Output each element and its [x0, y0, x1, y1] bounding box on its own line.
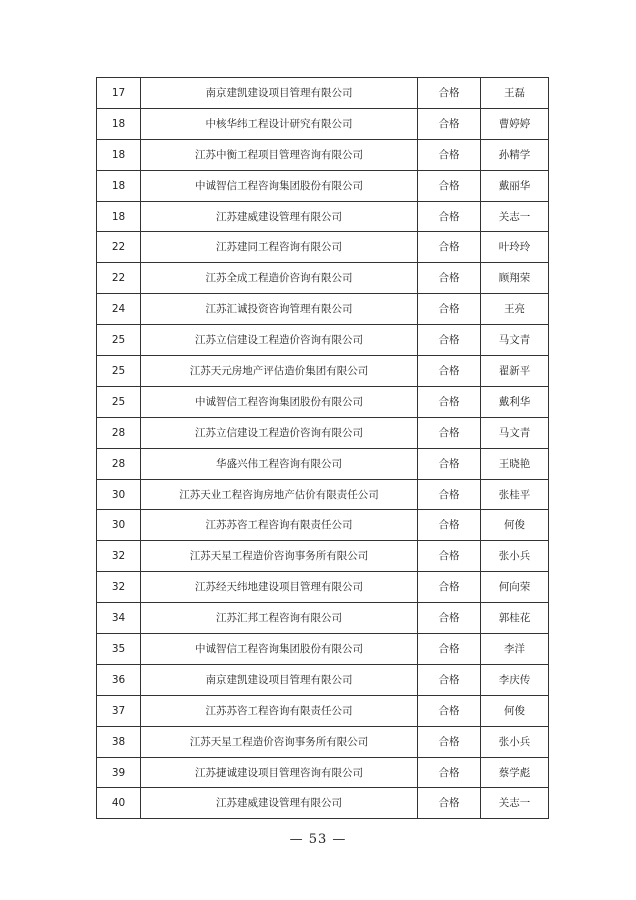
result-cell: 合格 — [418, 78, 481, 109]
rank-cell: 25 — [97, 356, 141, 387]
rank-cell: 25 — [97, 386, 141, 417]
result-cell: 合格 — [418, 232, 481, 263]
result-cell: 合格 — [418, 386, 481, 417]
table-row — [97, 726, 549, 757]
person-name-cell: 戴利华 — [481, 386, 549, 417]
person-name-cell: 王亮 — [481, 294, 549, 325]
company-name-cell: 江苏天星工程造价咨询事务所有限公司 — [141, 726, 418, 757]
company-name-cell: 华盛兴伟工程咨询有限公司 — [141, 448, 418, 479]
person-name-cell: 孙精学 — [481, 139, 549, 170]
result-cell: 合格 — [418, 788, 481, 819]
table-row — [97, 139, 549, 170]
rank-cell: 18 — [97, 201, 141, 232]
company-name-cell: 江苏建威建设管理有限公司 — [141, 201, 418, 232]
result-cell: 合格 — [418, 664, 481, 695]
person-name-cell: 顾翔荣 — [481, 263, 549, 294]
company-name-cell: 江苏立信建设工程造价咨询有限公司 — [141, 325, 418, 356]
table-row — [97, 479, 549, 510]
person-name-cell: 李庆传 — [481, 664, 549, 695]
person-name-cell: 张小兵 — [481, 541, 549, 572]
rank-cell: 34 — [97, 603, 141, 634]
person-name-cell: 王磊 — [481, 78, 549, 109]
person-name-cell: 王晓艳 — [481, 448, 549, 479]
company-name-cell: 江苏全成工程造价咨询有限公司 — [141, 263, 418, 294]
table-row — [97, 510, 549, 541]
company-name-cell: 江苏建威建设管理有限公司 — [141, 788, 418, 819]
result-cell: 合格 — [418, 108, 481, 139]
person-name-cell: 曹婷婷 — [481, 108, 549, 139]
table-row — [97, 108, 549, 139]
rank-cell: 32 — [97, 572, 141, 603]
result-cell: 合格 — [418, 726, 481, 757]
person-name-cell: 何俊 — [481, 510, 549, 541]
person-name-cell: 蔡学彪 — [481, 757, 549, 788]
rank-cell: 30 — [97, 510, 141, 541]
person-name-cell: 翟新平 — [481, 356, 549, 387]
company-name-cell: 江苏汇诚投资咨询管理有限公司 — [141, 294, 418, 325]
company-name-cell: 南京建凯建设项目管理有限公司 — [141, 664, 418, 695]
person-name-cell: 张桂平 — [481, 479, 549, 510]
result-cell: 合格 — [418, 356, 481, 387]
person-name-cell: 何向荣 — [481, 572, 549, 603]
rank-cell: 18 — [97, 108, 141, 139]
rank-cell: 22 — [97, 263, 141, 294]
rank-cell: 40 — [97, 788, 141, 819]
result-cell: 合格 — [418, 757, 481, 788]
results-table-body — [97, 78, 549, 819]
person-name-cell: 马文青 — [481, 417, 549, 448]
table-row — [97, 572, 549, 603]
company-name-cell: 江苏中衡工程项目管理咨询有限公司 — [141, 139, 418, 170]
company-name-cell: 中核华纬工程设计研究有限公司 — [141, 108, 418, 139]
person-name-cell: 何俊 — [481, 695, 549, 726]
result-cell: 合格 — [418, 695, 481, 726]
results-table — [96, 77, 549, 819]
person-name-cell: 马文青 — [481, 325, 549, 356]
result-cell: 合格 — [418, 170, 481, 201]
company-name-cell: 江苏苏咨工程咨询有限责任公司 — [141, 695, 418, 726]
person-name-cell: 李洋 — [481, 634, 549, 665]
result-cell: 合格 — [418, 541, 481, 572]
company-name-cell: 江苏立信建设工程造价咨询有限公司 — [141, 417, 418, 448]
rank-cell: 38 — [97, 726, 141, 757]
company-name-cell: 江苏天业工程咨询房地产估价有限责任公司 — [141, 479, 418, 510]
rank-cell: 39 — [97, 757, 141, 788]
company-name-cell: 江苏建同工程咨询有限公司 — [141, 232, 418, 263]
rank-cell: 28 — [97, 448, 141, 479]
company-name-cell: 中诚智信工程咨询集团股份有限公司 — [141, 386, 418, 417]
result-cell: 合格 — [418, 479, 481, 510]
result-cell: 合格 — [418, 325, 481, 356]
result-cell: 合格 — [418, 263, 481, 294]
page-number: — 53 — — [289, 832, 347, 847]
rank-cell: 18 — [97, 170, 141, 201]
person-name-cell: 叶玲玲 — [481, 232, 549, 263]
company-name-cell: 江苏经天纬地建设项目管理有限公司 — [141, 572, 418, 603]
result-cell: 合格 — [418, 139, 481, 170]
table-row — [97, 325, 549, 356]
table-row — [97, 78, 549, 109]
company-name-cell: 江苏天星工程造价咨询事务所有限公司 — [141, 541, 418, 572]
rank-cell: 28 — [97, 417, 141, 448]
company-name-cell: 中诚智信工程咨询集团股份有限公司 — [141, 634, 418, 665]
table-row — [97, 170, 549, 201]
table-row — [97, 294, 549, 325]
person-name-cell: 戴丽华 — [481, 170, 549, 201]
table-row — [97, 788, 549, 819]
table-row — [97, 541, 549, 572]
result-cell: 合格 — [418, 603, 481, 634]
table-row — [97, 386, 549, 417]
person-name-cell: 关志一 — [481, 201, 549, 232]
table-row — [97, 356, 549, 387]
company-name-cell: 江苏捷诚建设项目管理咨询有限公司 — [141, 757, 418, 788]
company-name-cell: 江苏汇邦工程咨询有限公司 — [141, 603, 418, 634]
table-row — [97, 634, 549, 665]
person-name-cell: 郭桂花 — [481, 603, 549, 634]
table-row — [97, 603, 549, 634]
rank-cell: 32 — [97, 541, 141, 572]
company-name-cell: 江苏苏咨工程咨询有限责任公司 — [141, 510, 418, 541]
result-cell: 合格 — [418, 572, 481, 603]
rank-cell: 30 — [97, 479, 141, 510]
person-name-cell: 张小兵 — [481, 726, 549, 757]
company-name-cell: 江苏天元房地产评估造价集团有限公司 — [141, 356, 418, 387]
rank-cell: 25 — [97, 325, 141, 356]
result-cell: 合格 — [418, 448, 481, 479]
rank-cell: 17 — [97, 78, 141, 109]
table-row — [97, 695, 549, 726]
table-row — [97, 201, 549, 232]
table-row — [97, 757, 549, 788]
result-cell: 合格 — [418, 634, 481, 665]
result-cell: 合格 — [418, 417, 481, 448]
person-name-cell: 关志一 — [481, 788, 549, 819]
rank-cell: 36 — [97, 664, 141, 695]
rank-cell: 18 — [97, 139, 141, 170]
rank-cell: 37 — [97, 695, 141, 726]
table-row — [97, 263, 549, 294]
rank-cell: 24 — [97, 294, 141, 325]
company-name-cell: 南京建凯建设项目管理有限公司 — [141, 78, 418, 109]
table-row — [97, 664, 549, 695]
result-cell: 合格 — [418, 510, 481, 541]
company-name-cell: 中诚智信工程咨询集团股份有限公司 — [141, 170, 418, 201]
rank-cell: 22 — [97, 232, 141, 263]
result-cell: 合格 — [418, 294, 481, 325]
table-row — [97, 448, 549, 479]
table-row — [97, 417, 549, 448]
result-cell: 合格 — [418, 201, 481, 232]
rank-cell: 35 — [97, 634, 141, 665]
table-row — [97, 232, 549, 263]
